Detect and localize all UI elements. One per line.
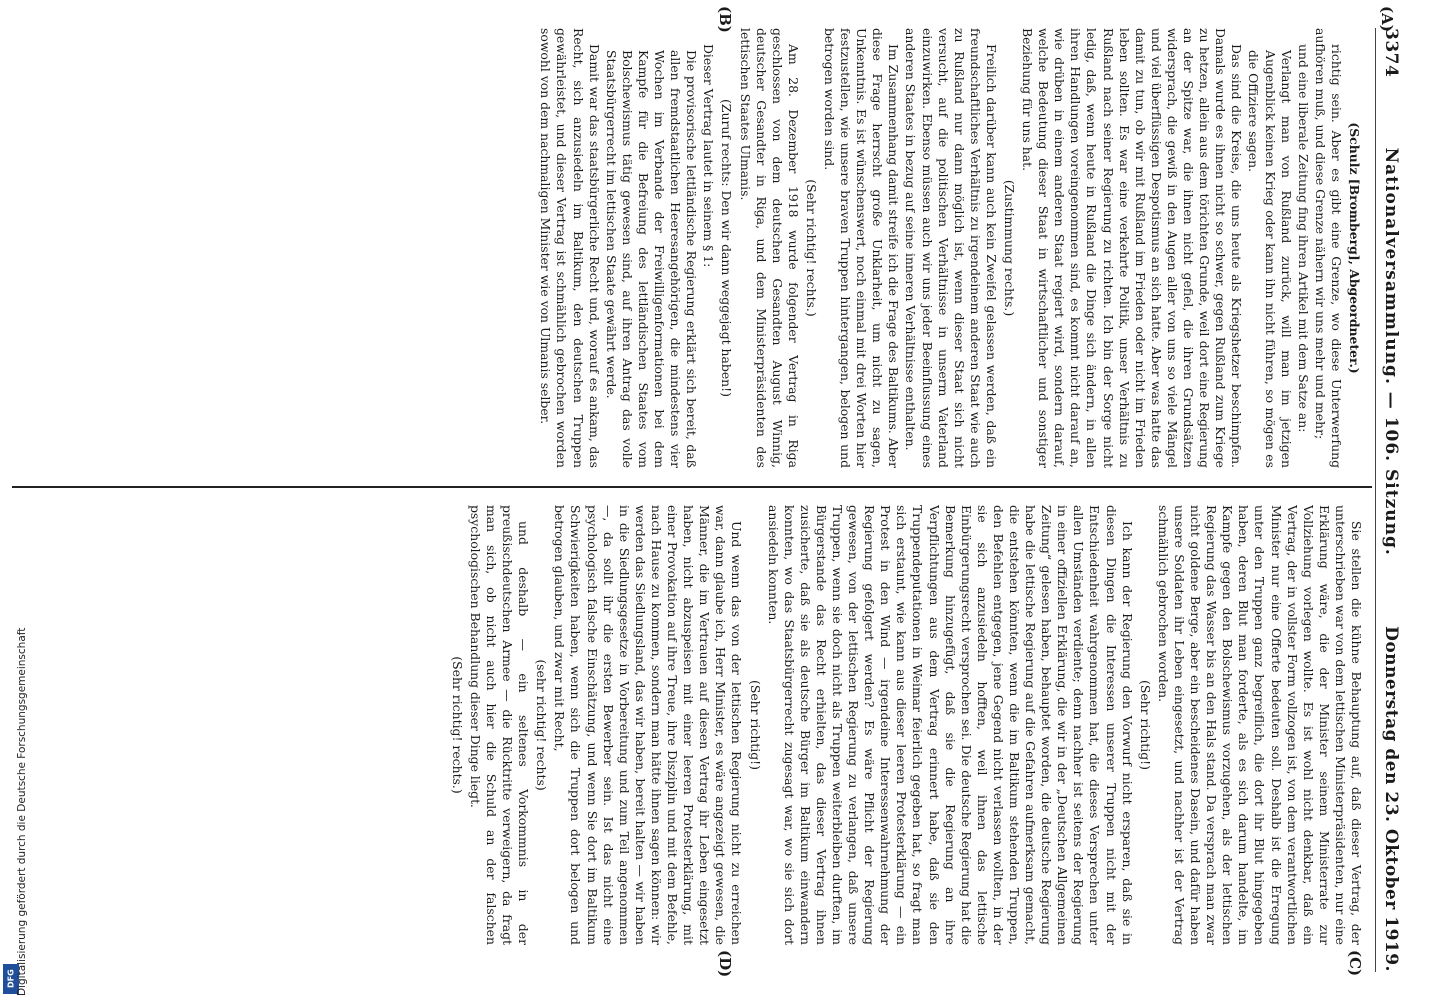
quote: Die provisorische lettländische Regierung erklärt sich bereit, daß allen fremdstaatlichen Heeresangehörigen, die mindestens vier Wochen im Verbande der Freiwilligenformationen bei dem Kampfe für die Befreiung des lettländischen Staates vom Bolschewismus tätig gewesen sind, auf ihren Antrag das volle Staatsbürgerrecht im lettischen Staate gewährt werde. xyxy=(603,50,700,468)
session-date: Donnerstag den 23. Oktober 1919. xyxy=(1381,626,1401,972)
interjection: (Zuruf rechts: Den wir dann weggejagt haben!) xyxy=(719,99,735,397)
paragraph: Und wenn das von der lettischen Regierung nicht zu erreichen war, dann glaube ich, Herr Minister, es wäre angezeigt gewesen, die Männer, die im Vertrauen auf diesen Vertrag ihr Leben eingesetzt haben, nicht abzuspeisen mit einer leeren Protesterklärung, mit einer Provokation auf ihre Treue, ihre Disziplin und mit dem Befehle, nach Hause zu kommen, sondern man hätte ihnen sagen können: wir werden das Siedlungsland, das wir haben, bereit halten — wir haben in die Siedlungsgesetze in Vorbereitung und zum Teil angenommen —, da sollt ihr die ersten Bewerber sein. Ist das nicht eine psychologisch falsche Einschätzung, und wenn Sie dort im Baltikum Schwierigkeiten haben, wenn sich die Truppen dort belogen und betrogen glauben, und zwar mit Recht, xyxy=(552,505,745,945)
quote: Verlangt man von Rußland zurück, will man im jetzigen Augenblick keinen Krieg oder kann ihn nicht führen, so mögen es die Offiziere sagen. xyxy=(1246,50,1294,468)
header-rule xyxy=(1375,28,1376,972)
dfg-logo: DFG xyxy=(3,964,19,994)
text-column-right xyxy=(34,505,1364,945)
paragraph: Freilich darüber kann auch kein Zweifel gelassen werden, daß ein freundschaftliches Verhältnis zu irgendeinem anderen Staat wie auch zu Rußland nur dann möglich ist, wenn dieser Staat sich nicht versucht, auf die politischen Verhältnisse in unserm Vaterland einzuwirken. Ebenso müssen auch wir uns jeder Beeinflussung eines anderen Staates in bezug auf seine inneren Verhältnisse enthalten. xyxy=(903,28,999,468)
paragraph: und eine liberale Zeitung fing ihren Artikel mit dem Satze an: xyxy=(1295,44,1311,433)
speaker-line: (Schulz [Bromberg], Abgeordneter.) xyxy=(1347,122,1362,374)
text-column-left xyxy=(34,28,1364,468)
margin-mark-a: (A) xyxy=(1378,6,1396,32)
paragraph: Damit war das staatsbürgerliche Recht und, worauf es ankam, das Recht, sich anzusiedeln im Baltikum, den deutschen Truppen gewährleistet, und dieser Vertrag ist schmählich gebrochen worden sowohl von dem nachmaligen Minister wie von Ulmanis selber. xyxy=(538,28,602,468)
interjection: (sehr richtig! rechts) xyxy=(534,659,550,791)
session-title: Nationalversammlung. — 106. Sitzung. xyxy=(1381,147,1401,556)
paragraph: Dieser Vertrag lautet in seinem § 1: xyxy=(701,44,717,268)
paragraph: Das sind die Kreise, die uns heute als Kriegshetzer beschimpfen. Damals wurde es ihnen nicht so schwer, gegen Rußland zum Kriege zu hetzen, allein aus dem törichten Grunde, weil dort eine Regierung an der Spitze war, die ihnen nicht gefiel, die ihren Grundsätzen widersprach, die gewiß in den Augen aller von uns so viele Mängel und viel überflüssigen Despotismus an sich hatte. Aber was hatte das damit zu tun, ob wir mit Rußland im Frieden oder nicht im Frieden leben sollten. Es war eine verkehrte Politik, unser Verhältnis zu Rußland nach seiner Regierung zu richten. Ich bin der Sorge nicht ledig, daß, wenn heute in Rußland die Dinge sich ändern, in allen ihren Handlungen voreingenommen sind, es kommt nicht darauf an, wie drüben in einem anderen Staat regiert wird, sondern darauf, welche Bedeutung dieser Staat in wirtschaftlicher und sonstiger Beziehung für uns hat. xyxy=(1020,28,1245,468)
paragraph: und deshalb — ein seltenes Vorkommnis in der preußischdeutschen Armee — die Rücktritte verweigern, da fragt man sich, ob nicht auch hier die Schuld an der falschen psychologischen Behandlung dieser Dinge liegt. xyxy=(467,505,532,945)
interjection: (Sehr richtig! rechts.) xyxy=(449,656,465,794)
margin-mark-d: (D) xyxy=(716,950,734,978)
interjection: (Zustimmung rechts.) xyxy=(1002,179,1018,317)
margin-mark-b: (B) xyxy=(716,6,734,33)
margin-mark-c: (C) xyxy=(1346,950,1364,977)
column-divider xyxy=(12,486,1372,488)
paragraph: Ich kann der Regierung den Vorwurf nicht ersparen, daß sie in diesen Dingen die Interessen unserer Truppen nicht mit der Entschiedenheit wahrgenommen hat, die dieses Versprechen unter allen Umständen verdiente; denn nachher ist seitens der Regierung in einer offiziellen Erklärung, die wir in der „Deutschen Allgemeinen Zeitung“ gelesen haben, behauptet worden, die deutsche Regierung habe die lettische Regierung auf die Gefahren aufmerksam gemacht, die entstehen könnten, wenn die im Baltikum stehenden Truppen, den Befehlen entgegen, jene Gegend nicht verlassen wollten, in der sie sich anzusiedeln hofften, weil ihnen das lettische Einbürgerungsrecht versprochen sei. Die deutsche Regierung hat die Bemerkung hinzugefügt, daß sie die Regierung an ihre Verpflichtungen aus dem Vertrag erinnert habe, daß sie den Truppendeputationen in Weimar feierlich gegeben hat, so fragt man sich erstaunt, wie kann aus dieser leeren Protesterklärung — ein Protest in den Wind — irgendeine Interessenwahrnehmung der Regierung gefolgert werden? Es wäre Pflicht der Regierung gewesen, von der lettischen Regierung zu verlangen, daß unsere Truppen, wenn sie doch nicht als Truppen weiterbleiben durften, im Bürgerstande das Recht erhielten, das dieser Vertrag ihnen zusicherte, daß sie als deutsche Bürger im Baltikum einwandern konnten, wo das Staatsbürgerrecht zugesagt war, wo sie sich dort ansiedeln konnten. xyxy=(765,505,1135,945)
interjection: (Sehr richtig! rechts.) xyxy=(803,179,819,317)
credit-text: Digitalisierung gefördert durch die Deutsche Forschungsgemeinschaft xyxy=(16,627,28,996)
paragraph: Sie stellen die kühne Behauptung auf, daß dieser Vertrag, der unterschrieben war von dem lettischen Ministerpräsidenten, nur eine Erklärung wäre, die der Minister seinem Ministerrate zur Vollziehung vorlegen wollte. Es ist wohl nicht denkbar, daß ein Vertrag, der in vollster Form vollzogen ist, von dem verantwortlichen Minister nur eine Offerte bedeuten soll. Deshalb ist die Erregung unter den Truppen ganz begreiflich, die dort ihr Blut hingegeben haben, deren Blut man forderte, als es sich darum handelte, im Kampfe gegen den Bolschewismus vorzugehen, als der lettischen Regierung das Wasser bis an den Hals stand. Da versprach man zwar nicht goldene Berge, aber ein bescheidenes Dasein, und dafür haben unsere Soldaten ihr Leben eingesetzt, und nachher ist der Vertrag schmählich gebrochen worden. xyxy=(1155,505,1364,945)
paragraph: richtig sein. Aber es gibt eine Grenze, wo diese Unterwerfung aufhören muß, und diese Grenze nähern wir uns mehr und mehr; xyxy=(1312,28,1344,468)
interjection: (Sehr richtig!) xyxy=(747,680,763,770)
paragraph: Am 28. Dezember 1918 wurde folgender Vertrag in Riga geschlossen von dem deutschen Gesandten August Winnig, deutscher Gesandter in Riga, und dem Ministerpräsidenten des lettischen Staates Ulmanis. xyxy=(737,28,801,468)
page-header xyxy=(1378,28,1404,972)
page-number: 3374 xyxy=(1381,28,1401,78)
digitization-credit xyxy=(0,0,28,1000)
paragraph: Im Zusammenhang damit streife ich die Frage des Baltikums. Aber diese Frage herrscht große Unklarheit, um nicht zu sagen, Unkenntnis. Es ist wünschenswert, noch einmal mit drei Worten hier festzustellen, wie unsere braven Truppen hintergangen, belogen und betrogen worden sind. xyxy=(822,28,902,468)
interjection: (Sehr richtig!) xyxy=(1137,680,1153,770)
